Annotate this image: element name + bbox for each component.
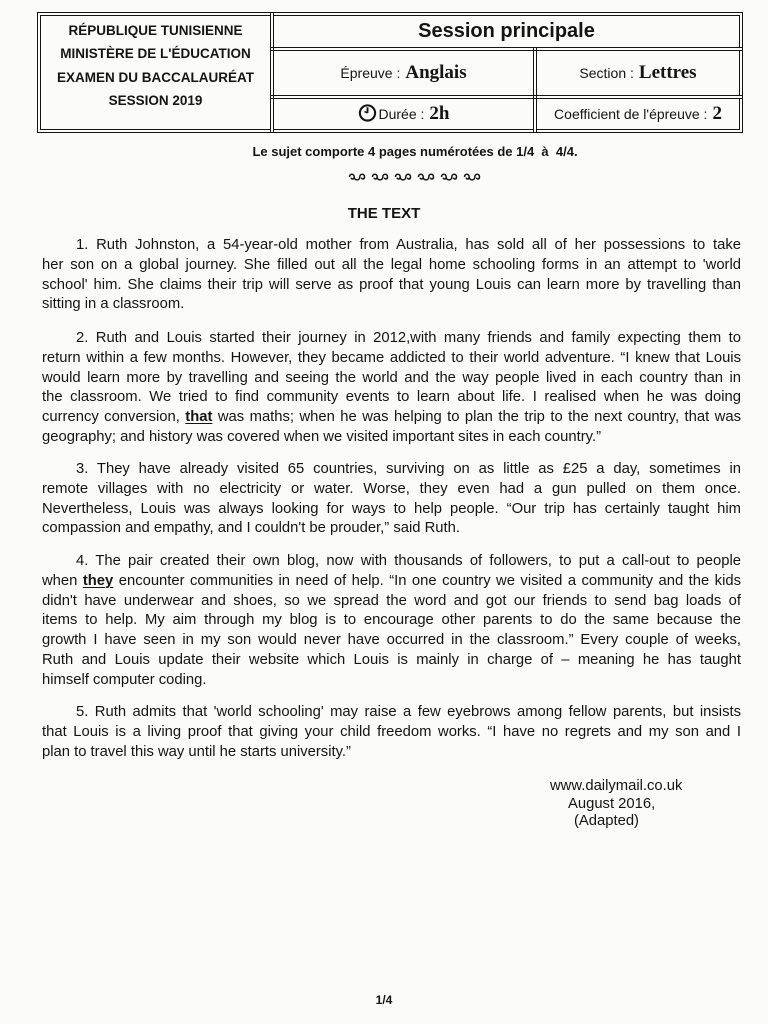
duration-cell [270, 95, 537, 133]
ministry-label: MINISTÈRE DE L'ÉDUCATION [60, 46, 251, 62]
underlined-reference-word: that [185, 409, 213, 426]
coefficient-value: 2 [712, 103, 722, 124]
text-line: didn't have underwear and shoes, so we spread the word and got our friends to send bag loads of [42, 592, 741, 609]
text-line: plan to travel this way until he starts university.” [42, 743, 351, 760]
paragraph-5 [42, 703, 741, 762]
institution-cell [37, 12, 274, 133]
text-line: school' him. She claims their trip will serve as proof that young Louis can learn more by travelling than [42, 276, 741, 293]
section-label: Section : [579, 65, 634, 81]
ornament-divider [348, 171, 481, 183]
underlined-reference-word: they [82, 572, 114, 589]
text-line: geography; and history was covered when we visited important sites in each country.” [42, 428, 602, 445]
paragraph-2 [42, 329, 741, 448]
text-line: growth I have seen in my son would never have occurred in the classroom.” Every couple of weeks, [42, 632, 741, 649]
text-line: himself computer coding. [42, 671, 207, 688]
coefficient-label: Coefficient de l'épreuve : [554, 106, 708, 122]
text-title: THE TEXT [347, 205, 421, 222]
subject-value: Anglais [405, 62, 467, 83]
section-cell [533, 47, 743, 99]
text-line: 2. Ruth and Louis started their journey in 2012,with many friends and family expecting them to [76, 330, 741, 346]
text-line: 4. The pair created their own blog, now with thousands of followers, to put a call-out to people [76, 553, 741, 569]
text-segment: when [42, 572, 83, 589]
text-segment: was maths; when he was helping to plan the trip to the next country, that was [212, 409, 741, 426]
text-line: remote villages with no electricity or water. Worse, they even had a gun pulled on them once. [42, 480, 741, 497]
source-website: www.dailymail.co.uk [550, 778, 683, 794]
page-count-notice: Le sujet comporte 4 pages numérotées de 1/4 à 4/4. [252, 144, 578, 159]
text-line: 3. They have already visited 65 countries, surviving on as little as £25 a day, sometimes in [76, 461, 741, 477]
clock-icon [358, 103, 377, 122]
ornament-icon [348, 171, 366, 183]
text-segment: currency conversion, [42, 409, 186, 426]
text-line: items to help. My aim through my blog is to encourage other parents to do the same because the [42, 612, 741, 629]
text-line: would learn more by travelling and seeing the world and the way people lived in each country than in [42, 369, 741, 386]
text-line: her son on a global journey. She filled out all the legal home schooling forms in an attempt to 'world [42, 256, 741, 273]
subject-label: Épreuve : [340, 65, 401, 81]
section-value: Lettres [638, 62, 697, 83]
text-segment: encounter communities in need of help. “In one country we visited a community and the kids [113, 572, 741, 589]
text-line: Nevertheless, Louis was always looking for ways to help people. “Our trip has certainly taught him [42, 500, 741, 517]
paragraph-1 [42, 236, 741, 315]
source-date: August 2016, [568, 796, 656, 812]
ornament-icon [371, 171, 389, 183]
ornament-icon [394, 171, 412, 183]
session-year-label: SESSION 2019 [108, 92, 203, 108]
text-line: 1. Ruth Johnston, a 54-year-old mother from Australia, has sold all of her possessions to take [76, 237, 741, 253]
text-line: return within a few months. However, they became addicted to their world adventure. “I knew that Louis [42, 349, 741, 366]
ornament-icon [440, 171, 458, 183]
text-line: compassion and empathy, and I couldn't be prouder,” said Ruth. [42, 520, 460, 537]
session-cell [270, 12, 743, 51]
text-line [42, 572, 741, 592]
republic-label: RÉPUBLIQUE TUNISIENNE [68, 23, 243, 38]
exam-label: EXAMEN DU BACCALAURÉAT [57, 69, 254, 85]
text-line: sitting in a classroom. [42, 296, 185, 313]
paragraph-3 [42, 460, 741, 539]
text-line: that Louis is a living proof that giving your child freedom works. “I have no regrets and my son and I [42, 723, 741, 740]
text-line [42, 408, 741, 428]
duration-value: 2h [429, 103, 450, 124]
ornament-icon [417, 171, 435, 183]
text-line: 5. Ruth admits that 'world schooling' may raise a few eyebrows among fellow parents, but insists [76, 704, 741, 720]
source-note: (Adapted) [574, 813, 639, 829]
paragraph-4 [42, 552, 741, 691]
coefficient-cell [533, 95, 743, 133]
ornament-icon [463, 171, 481, 183]
subject-cell [270, 47, 537, 99]
page-number: 1/4 [375, 993, 393, 1007]
duration-label: Durée : [378, 106, 425, 122]
session-title: Session principale [418, 20, 595, 42]
text-line: Ruth and Louis update their website which Louis is mainly in charge of – meaning he has taught [42, 651, 741, 668]
text-line: the classroom. We tried to find community events to learn about life. I realised when he was doing [42, 389, 741, 406]
